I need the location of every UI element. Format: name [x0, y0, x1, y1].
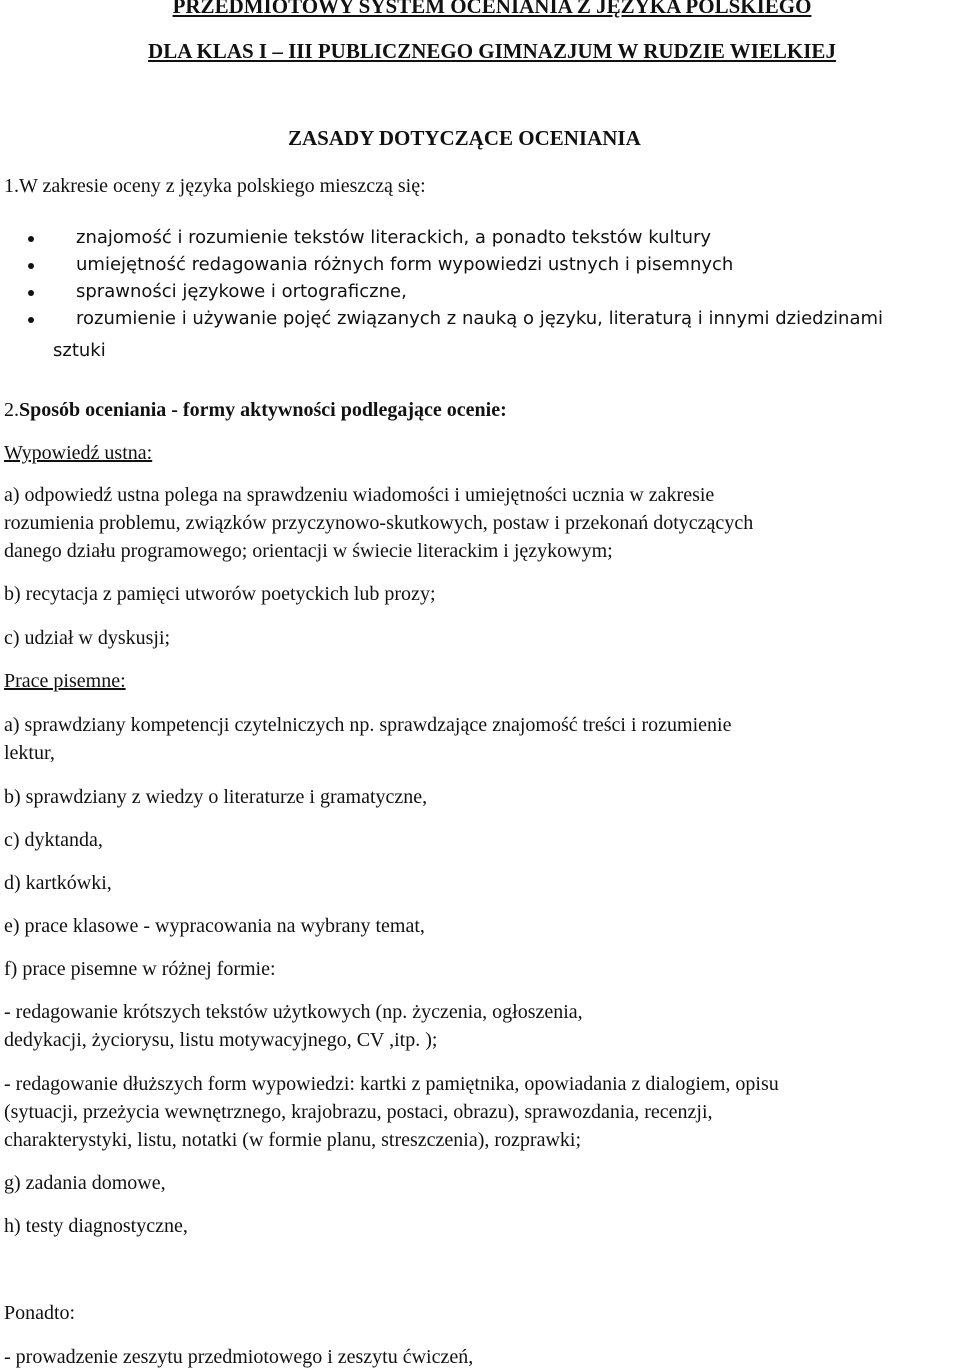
written-b: b) sprawdziany z wiedzy o literaturze i gramatyczne, [4, 786, 428, 808]
written-f1-line2: dedykacji, życiorysu, listu motywacyjnego, CV ,itp. ); [4, 1029, 438, 1051]
section2-number: 2. [4, 399, 19, 421]
criteria-bullet-list [0, 224, 960, 332]
extra-item-1: - prowadzenie zeszytu przedmiotowego i zeszytu ćwiczeń, [4, 1346, 474, 1368]
written-a-line1: a) sprawdziany kompetencji czytelniczych np. sprawdzające znajomość treści i rozumienie [4, 714, 732, 736]
written-f2-line3: charakterystyki, listu, notatki (w formie planu, streszczenia), rozprawki; [4, 1129, 582, 1151]
bullet-icon [28, 317, 34, 323]
list-item [0, 224, 960, 251]
extra-label: Ponadto: [4, 1302, 76, 1324]
oral-label: Wypowiedź ustna: [4, 442, 153, 464]
list-item [0, 305, 960, 332]
oral-a-line2: rozumienia problemu, związków przyczynowo-skutkowych, postaw i przekonań dotyczących [4, 512, 754, 534]
oral-b: b) recytacja z pamięci utworów poetyckich lub prozy; [4, 583, 436, 605]
bullet-icon [28, 290, 34, 296]
document-title-line2: DLA KLAS I – III PUBLICZNEGO GIMNAZJUM W RUDZIE WIELKIEJ [148, 39, 836, 63]
oral-c: c) udział w dyskusji; [4, 627, 171, 649]
list-item-text: umiejętność redagowania różnych form wypowiedzi ustnych i pisemnych [76, 254, 734, 275]
list-item-text: znajomość i rozumienie tekstów literackich, a ponadto tekstów kultury [76, 227, 712, 248]
bullet-icon [28, 236, 34, 242]
written-d: d) kartkówki, [4, 872, 112, 894]
written-e: e) prace klasowe - wypracowania na wybrany temat, [4, 915, 425, 937]
section-heading: ZASADY DOTYCZĄCE OCENIANIA [288, 126, 641, 150]
written-a-line2: lektur, [4, 742, 55, 764]
written-f1-line1: - redagowanie krótszych tekstów użytkowych (np. życzenia, ogłoszenia, [4, 1001, 583, 1023]
oral-a-line3: danego działu programowego; orientacji w świecie literackim i językowym; [4, 540, 613, 562]
oral-label-line [4, 439, 960, 467]
list-item [0, 278, 960, 305]
section1-intro: 1.W zakresie oceny z języka polskiego mieszczą się: [4, 175, 426, 197]
written-f2-line2: (sytuacji, przeżycia wewnętrznego, krajobrazu, postaci, obrazu), sprawozdania, recenzji, [4, 1101, 713, 1123]
list-item [0, 251, 960, 278]
written-c: c) dyktanda, [4, 829, 103, 851]
written-f2-line1: - redagowanie dłuższych form wypowiedzi: kartki z pamiętnika, opowiadania z dialogiem, opisu [4, 1073, 779, 1095]
written-label-line [4, 667, 960, 695]
bullet-continuation: sztuki [53, 340, 106, 361]
document-title-line1: PRZEDMIOTOWY SYSTEM OCENIANIA Z JĘZYKA POLSKIEGO [172, 0, 812, 18]
list-item-text: sprawności językowe i ortograficzne, [76, 281, 407, 302]
written-f: f) prace pisemne w różnej formie: [4, 958, 276, 980]
list-item-text: rozumienie i używanie pojęć związanych z nauką o języku, literaturą i innymi dziedzinami [76, 308, 884, 329]
oral-a-line1: a) odpowiedź ustna polega na sprawdzeniu wiadomości i umiejętności ucznia w zakresie [4, 484, 715, 506]
written-h: h) testy diagnostyczne, [4, 1215, 188, 1237]
written-g: g) zadania domowe, [4, 1172, 166, 1194]
section2-heading-line [4, 396, 960, 424]
bullet-icon [28, 263, 34, 269]
written-label: Prace pisemne: [4, 670, 126, 692]
section2-heading: Sposób oceniania - formy aktywności podlegające ocenie: [19, 399, 507, 421]
